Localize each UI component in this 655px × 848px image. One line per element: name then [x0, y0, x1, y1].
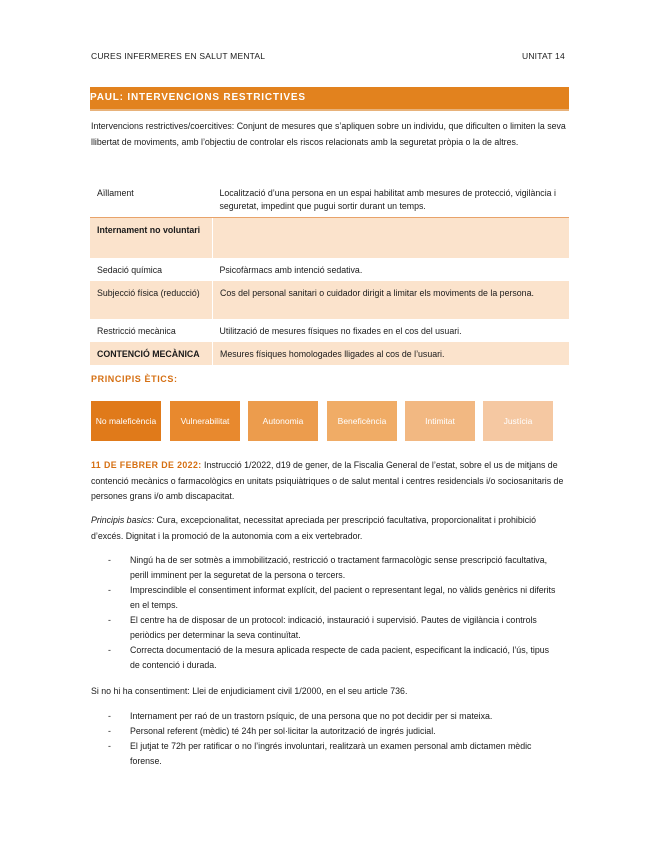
term-cell: Restricció mecànica — [97, 325, 176, 336]
table-row — [90, 181, 569, 218]
principle-pill: Beneficència — [327, 401, 397, 441]
table-row — [90, 342, 569, 365]
principle-pill: Justícia — [483, 401, 553, 441]
intro-text: Conjunt de mesures que s’apliquen sobre un individu, que dificulten o limiten la seva llibertat de moviments, amb l’objectiu de controlar els riscos relacionats amb la seguretat pròpia o la de altres. — [91, 121, 566, 147]
instruction-paragraph — [91, 458, 566, 505]
term-cell: Aïllament — [90, 181, 213, 218]
basics-term: Principis basics: — [91, 515, 155, 525]
principle-pill: Intimitat — [405, 401, 475, 441]
running-header-course: CURES INFERMERES EN SALUT MENTAL — [91, 51, 266, 61]
table-row — [90, 319, 569, 342]
list-item: - Correcta documentació de la mesura aplicada respecte de cada pacient, especificant la indicació, l’ús, tipus de contenció i durada. — [91, 643, 561, 673]
instruction-date: 11 DE FEBRER DE 2022: — [91, 460, 202, 470]
principle-pill: Autonomia — [248, 401, 318, 441]
list-item: - Ningú ha de ser sotmès a immobilització, restricció o tractament farmacològic sense prescripció facultativa, perill imminent per la seguretat de la persona o tercers. — [91, 553, 561, 583]
list-item: - Imprescindible el consentiment informat explícit, del pacient o representant legal, no vàlids genèrics ni diferits en el temps. — [91, 583, 561, 613]
consent-list — [91, 709, 561, 769]
instruction-text: Instrucció 1/2022, d19 de gener, de la Fiscalia General de l’estat, sobre el us de mitjans de contenció mecànics o farmacològics en unitats psiquiàtriques o de salut mental i centres residencials i/o sociosanitaris de persones grans i/o amb discapacitat. — [91, 460, 564, 501]
principles-heading: PRINCIPIS ÈTICS: — [91, 374, 178, 384]
intro-paragraph — [91, 119, 566, 150]
basics-paragraph — [91, 513, 566, 544]
definition-cell: Localització d’una persona en un espai habilitat amb mesures de protecció, vigilància i seguretat, impedint que pugui sortir durant un temps. — [213, 181, 570, 218]
principle-pill: Vulnerabilitat — [170, 401, 240, 441]
list-item: - El jutjat te 72h per ratificar o no l’ingrés involuntari, realitzarà un examen personal amb dictamen mèdic forense. — [91, 739, 561, 769]
basics-list — [91, 553, 561, 673]
definition-cell: Psicofàrmacs amb intenció sedativa. — [219, 264, 363, 275]
table-row — [90, 281, 569, 319]
intro-term: Intervencions restrictives/coercitives: — [91, 121, 235, 131]
title-underline — [90, 109, 569, 111]
term-cell: CONTENCIÓ MECÀNICA — [90, 342, 213, 365]
table-row — [90, 218, 569, 258]
section-title-bar — [90, 87, 569, 109]
consent-paragraph: Si no hi ha consentiment: Llei de enjudiciament civil 1/2000, en el seu article 736. — [91, 686, 408, 696]
running-header-unit: UNITAT 14 — [522, 51, 565, 61]
table-row — [90, 258, 569, 281]
term-cell: Subjecció física (reducció) — [90, 281, 213, 319]
definitions-table — [90, 181, 569, 365]
term-cell: Internament no voluntari — [90, 218, 213, 258]
section-title: PAUL: INTERVENCIONS RESTRICTIVES — [90, 92, 306, 103]
term-cell: Sedació química — [97, 264, 163, 275]
principle-pill: No maleficència — [91, 401, 161, 441]
basics-text: Cura, excepcionalitat, necessitat apreciada per prescripció facultativa, proporcionalitat i prohibició d’excés. Dignitat i la promoció de la autonomia com a eix vertebrador. — [91, 515, 536, 541]
definition-cell: Mesures físiques homologades lligades al cos de l’usuari. — [213, 342, 570, 365]
definition-cell: Utilització de mesures físiques no fixades en el cos del usuari. — [219, 325, 462, 336]
definition-cell: Cos del personal sanitari o cuidador dirigit a limitar els moviments de la persona. — [213, 281, 570, 319]
list-item: - El centre ha de disposar de un protocol: indicació, instauració i supervisió. Pautes de vigilància i controls periòdics per determinar la seva continuïtat. — [91, 613, 561, 643]
list-item: - Internament per raó de un trastorn psíquic, de una persona que no pot decidir per si mateixa. — [91, 709, 561, 724]
list-item: - Personal referent (mèdic) té 24h per sol·licitar la autorització de ingrés judicial. — [91, 724, 561, 739]
definition-cell — [213, 218, 570, 258]
